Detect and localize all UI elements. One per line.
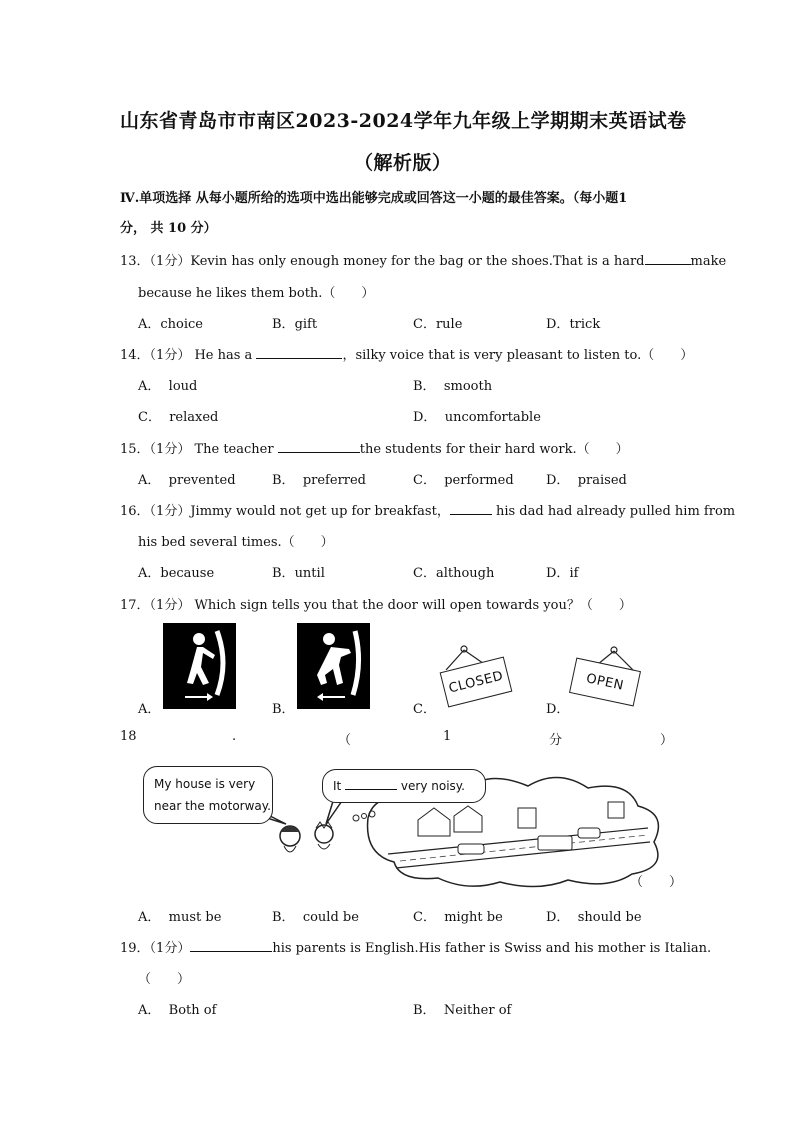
option-14-a: A． loud	[138, 379, 198, 394]
option-18-b: B． could be	[272, 910, 359, 925]
option-13-c: C．rule	[413, 317, 463, 332]
answer-blank	[345, 779, 397, 790]
door-sign-a-image	[163, 623, 236, 709]
speech-line-2: near the motorway.	[154, 799, 271, 813]
closed-sign-text: CLOSED	[447, 668, 505, 697]
speech-line-right: It very noisy.	[333, 779, 465, 793]
option-17-b: B．	[272, 702, 295, 717]
option-16-a: A．because	[138, 566, 215, 581]
option-17-c: C．	[413, 702, 436, 717]
option-18-a: A． must be	[138, 910, 222, 925]
open-sign-text: OPEN	[584, 670, 626, 694]
speech-line-1: My house is very	[154, 777, 256, 791]
option-16-d: D．if	[546, 566, 579, 581]
option-15-b: B． preferred	[272, 473, 367, 488]
question-19-cont: （ ）	[138, 972, 191, 987]
option-13-d: D．trick	[546, 317, 601, 332]
answer-blank	[278, 440, 360, 453]
option-14-d: D． uncomfortable	[413, 410, 541, 425]
question-16: 16．（1分）Jimmy would not get up for breakfast， his dad had already pulled him from	[120, 504, 736, 519]
question-15: 15．（1分） The teacher the students for their hard work.（ ）	[120, 442, 629, 457]
option-19-b: B． Neither of	[413, 1003, 512, 1018]
option-17-d: D．	[546, 702, 570, 717]
question-17: 17．（1分） Which sign tells you that the door will open towards you？（ ）	[120, 598, 632, 613]
question-18-answer-paren: （ ）	[630, 875, 683, 890]
question-18-paren-close: ）	[660, 733, 674, 748]
answer-blank	[645, 252, 691, 265]
option-15-d: D． praised	[546, 473, 627, 488]
question-18-number: 18	[120, 729, 137, 744]
question-18-unit: 分	[549, 733, 563, 748]
option-18-d: D． should be	[546, 910, 642, 925]
page-title: 山东省青岛市市南区2023-2024学年九年级上学期期末英语试卷	[120, 110, 687, 132]
section-instructions: Ⅳ.单项选择 从每小题所给的选项中选出能够完成或回答这一小题的最佳答案。（每小题1	[120, 191, 628, 206]
option-15-c: C． performed	[413, 473, 514, 488]
question-16-cont: his bed several times.（ ）	[138, 535, 334, 550]
option-14-c: C． relaxed	[138, 410, 219, 425]
page-subtitle: （解析版）	[354, 152, 452, 174]
speech-bubble-right	[322, 769, 486, 803]
door-sign-b-image	[297, 623, 370, 709]
question-13: 13．（1分）Kevin has only enough money for the bag or the shoes.That is a hard make	[120, 254, 727, 269]
option-13-a: A．choice	[138, 317, 204, 332]
option-15-a: A． prevented	[138, 473, 236, 488]
option-14-b: B． smooth	[413, 379, 493, 394]
question-18-dot: .	[232, 729, 237, 744]
option-16-c: C．although	[413, 566, 495, 581]
option-19-a: A． Both of	[138, 1003, 217, 1018]
question-18-score: 1	[443, 729, 452, 744]
answer-blank	[450, 502, 492, 515]
option-17-a: A．	[138, 702, 161, 717]
answer-blank	[190, 939, 272, 952]
question-14: 14．（1分） He has a ，silky voice that is very pleasant to listen to.（ ）	[120, 348, 694, 363]
question-13-cont: because he likes them both.（ ）	[138, 286, 375, 301]
speech-bubble-left	[143, 766, 273, 824]
question-19: 19．（1分） his parents is English.His father is Swiss and his mother is Italian.	[120, 941, 712, 956]
answer-blank	[256, 346, 342, 359]
question-18-paren-open: （	[338, 733, 352, 748]
option-18-c: C． might be	[413, 910, 503, 925]
option-16-b: B．until	[272, 566, 325, 581]
option-13-b: B．gift	[272, 317, 318, 332]
section-instructions-cont: 分， 共 10 分）	[120, 221, 217, 236]
